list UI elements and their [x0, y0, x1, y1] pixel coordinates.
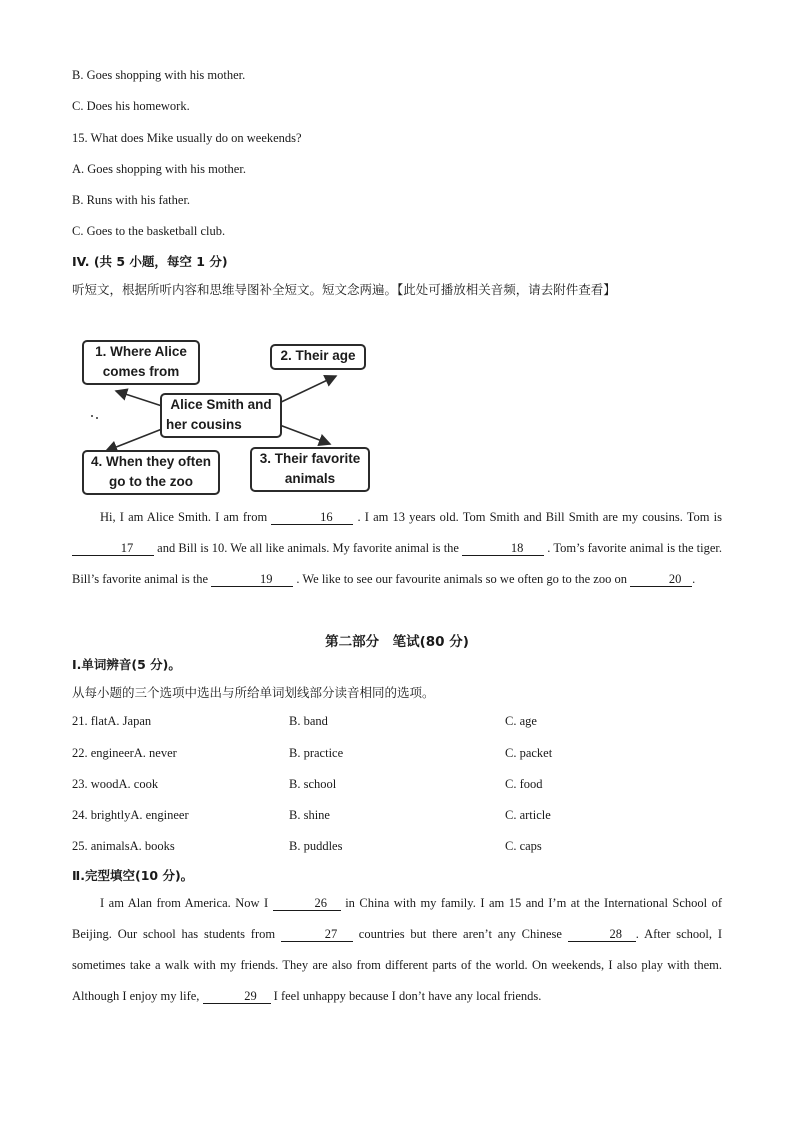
- q22-stem-option-a[interactable]: 22. engineerA. never: [72, 746, 177, 760]
- q24-option-c[interactable]: C. article: [505, 808, 551, 822]
- passage1-text-4: . Tom’s favorite animal is the tiger. Bill’s favorite animal is the: [72, 541, 723, 586]
- cloze-text-3: countries but there aren’t any Chinese: [358, 927, 562, 941]
- q25-stem-option-a[interactable]: 25. animalsA. books: [72, 839, 175, 853]
- passage1-text-1: Hi, I am Alice Smith. I am from: [100, 510, 268, 524]
- q23-option-c[interactable]: C. food: [505, 777, 543, 791]
- box2-line1: 2. Their age: [280, 348, 356, 363]
- mind-map-center-box: [160, 393, 282, 438]
- blank-19[interactable]: 19: [211, 573, 293, 587]
- center-line1: Alice Smith and: [170, 397, 272, 412]
- box4-line1: 4. When they often: [90, 454, 211, 469]
- q23-stem-option-a[interactable]: 23. woodA. cook: [72, 777, 159, 791]
- phonetics-row-21: [72, 714, 722, 734]
- q24-option-b[interactable]: B. shine: [289, 808, 330, 822]
- q25-option-b[interactable]: B. puddles: [289, 839, 343, 853]
- listening-passage: [72, 502, 722, 595]
- q24-stem-option-a[interactable]: 24. brightlyA. engineer: [72, 808, 189, 822]
- arrow-to-box4: [106, 429, 162, 451]
- mind-map-box-favorite-animals: [250, 447, 370, 492]
- phonetics-row-25: [72, 839, 722, 859]
- sectionI-heading: I.单词辨音(5 分)。: [72, 657, 181, 672]
- blank-26[interactable]: 26: [273, 897, 341, 911]
- q14-option-c: C. Does his homework.: [72, 99, 190, 113]
- passage1-text-6: .: [692, 572, 696, 586]
- section4-heading: IV. (共 5 小题，每空 1 分): [72, 254, 228, 269]
- blank-27[interactable]: 27: [281, 928, 353, 942]
- blank-16[interactable]: 16: [271, 511, 353, 525]
- box3-line1: 3. Their favorite: [259, 451, 361, 466]
- cloze-text-1: I am Alan from America. Now I: [100, 896, 269, 910]
- q22-option-b[interactable]: B. practice: [289, 746, 344, 760]
- passage1-text-2: . I am 13 years old. Tom Smith and Bill Smith are my cousins. Tom is: [357, 510, 723, 524]
- box1-line1: 1. Where Alice: [95, 344, 187, 359]
- q21-stem-option-a[interactable]: 21. flatA. Japan: [72, 714, 152, 728]
- sectionII-heading: Ⅱ.完型填空(10 分)。: [72, 868, 194, 883]
- part2-title: 第二部分 笔试(80 分): [325, 634, 469, 650]
- mind-map-diagram: [82, 336, 372, 501]
- blank-20[interactable]: 20: [630, 573, 692, 587]
- box1-line2: comes from: [102, 364, 180, 379]
- mind-map-box-where-from: [82, 340, 200, 385]
- q22-option-c[interactable]: C. packet: [505, 746, 553, 760]
- arrow-to-box1: [116, 391, 162, 406]
- phonetics-row-22: [72, 746, 722, 766]
- blank-17[interactable]: 17: [72, 542, 154, 556]
- box3-line2: animals: [284, 471, 336, 486]
- section4-instruction: 听短文，根据所听内容和思维导图补全短文。短文念两遍。【此处可播放相关音频，请去附件查看】: [72, 282, 616, 297]
- q14-option-b: B. Goes shopping with his mother.: [72, 68, 246, 82]
- blank-29[interactable]: 29: [203, 990, 271, 1004]
- mind-map-box-zoo-time: [82, 450, 220, 495]
- phonetics-row-23: [72, 777, 722, 797]
- phonetics-row-24: [72, 808, 722, 828]
- q15-question: 15. What does Mike usually do on weekends?: [72, 131, 302, 145]
- center-line2: her cousins: [166, 417, 242, 432]
- mind-map-box-age: [270, 344, 366, 370]
- blank-18[interactable]: 18: [462, 542, 544, 556]
- q21-option-c[interactable]: C. age: [505, 714, 537, 728]
- q15-option-c: C. Goes to the basketball club.: [72, 224, 226, 238]
- arrow-to-box3: [277, 424, 330, 444]
- q15-option-b: B. Runs with his father.: [72, 193, 191, 207]
- q15-option-a: A. Goes shopping with his mother.: [72, 162, 246, 176]
- arrow-to-box2: [277, 376, 336, 404]
- q23-option-b[interactable]: B. school: [289, 777, 337, 791]
- q25-option-c[interactable]: C. caps: [505, 839, 542, 853]
- cloze-text-5: I feel unhappy because I don’t have any local friends.: [273, 989, 542, 1003]
- passage1-text-5: . We like to see our favourite animals so we often go to the zoo on: [296, 572, 627, 586]
- cloze-passage: [72, 888, 722, 1012]
- cloze-text-2: in China with my family. I am 15 and I’m at the International School of Beijing. Our school has students from: [72, 896, 723, 941]
- sectionI-instruction: 从每小题的三个选项中选出与所给单词划线部分读音相同的选项。: [72, 685, 435, 700]
- box4-line2: go to the zoo: [109, 474, 193, 489]
- q21-option-b[interactable]: B. band: [289, 714, 328, 728]
- passage1-text-3: and Bill is 10. We all like animals. My favorite animal is the: [157, 541, 459, 555]
- blank-28[interactable]: 28: [568, 928, 636, 942]
- cloze-text-4: . After school, I sometimes take a walk with my friends. They are also from different parts of the world. On weekends, I also play with them. Although I enjoy my life,: [72, 927, 723, 1003]
